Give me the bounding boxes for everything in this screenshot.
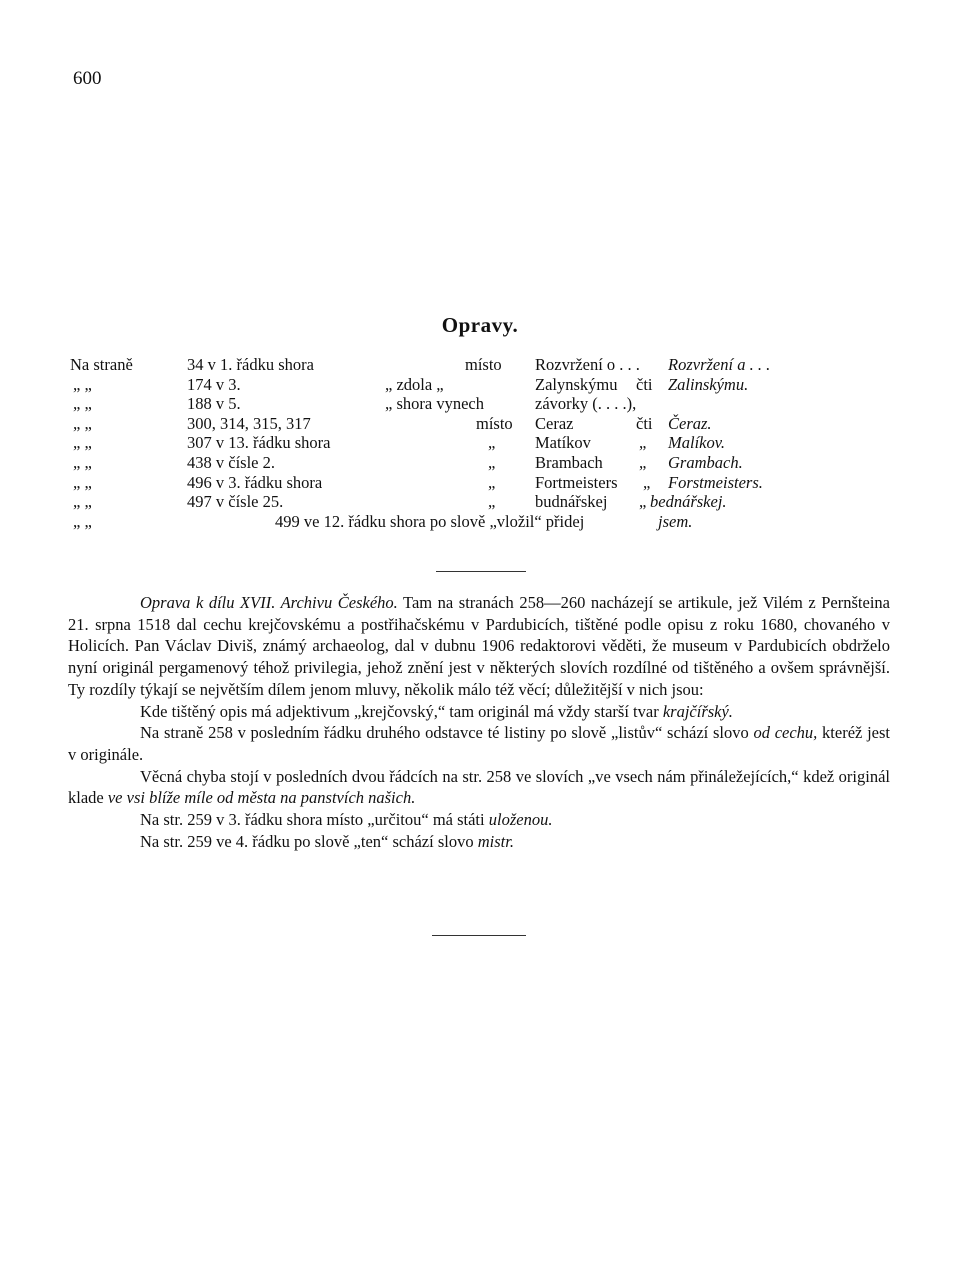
errata-operation: „ bbox=[488, 492, 496, 512]
errata-lead: „ „ bbox=[73, 472, 92, 492]
errata-lead: „ „ bbox=[73, 374, 92, 394]
paragraph-text: kteréž jest v originále. bbox=[68, 723, 890, 764]
errata-joiner: čti bbox=[636, 413, 653, 433]
errata-row bbox=[70, 512, 890, 532]
errata-joiner: „ bbox=[639, 452, 647, 472]
errata-wrong: Rozvržení o . . . bbox=[535, 355, 640, 374]
errata-joiner: „ bbox=[643, 472, 651, 492]
errata-lead: Na straně bbox=[70, 355, 133, 374]
errata-wrong: Brambach bbox=[535, 452, 603, 472]
errata-operation: „ bbox=[488, 433, 496, 453]
errata-operation: „ shora vynech bbox=[385, 394, 484, 414]
errata-joiner: „ bbox=[639, 433, 647, 453]
paragraph bbox=[68, 766, 890, 809]
errata-location: 499 ve 12. řádku shora po slově „vložil“ přidej bbox=[275, 511, 585, 531]
errata-wrong: Zalynskýmu bbox=[535, 374, 618, 394]
paragraph-text: Kde tištěný opis má adjektivum „krejčovský,“ tam originál má vždy starší tvar bbox=[140, 701, 663, 721]
errata-right: Zalinskýmu. bbox=[668, 374, 749, 394]
paragraph-text: Na str. 259 ve 4. řádku po slově „ten“ schází slovo bbox=[140, 831, 478, 851]
errata-list bbox=[70, 355, 890, 531]
emphasis-text: mistr. bbox=[477, 831, 514, 851]
paragraph bbox=[68, 701, 890, 723]
errata-joiner: čti bbox=[636, 374, 653, 394]
section-heading: Oprava k dílu XVII. Archivu Českého. bbox=[140, 593, 398, 612]
errata-right: jsem. bbox=[658, 511, 693, 531]
errata-row bbox=[70, 394, 890, 414]
paragraph-text: Na str. 259 v 3. řádku shora místo „určitou“ má státi bbox=[140, 810, 489, 830]
paragraph bbox=[68, 592, 890, 701]
errata-operation: místo bbox=[476, 413, 513, 433]
errata-location: 307 v 13. řádku shora bbox=[187, 433, 331, 453]
errata-location: 497 v čísle 25. bbox=[187, 492, 284, 512]
errata-row bbox=[70, 375, 890, 395]
correction-section bbox=[68, 592, 890, 852]
errata-row bbox=[70, 473, 890, 493]
errata-row bbox=[70, 492, 890, 512]
errata-wrong: budnářskej bbox=[535, 492, 608, 512]
errata-location: 188 v 5. bbox=[187, 394, 241, 414]
errata-row bbox=[70, 453, 890, 473]
paragraph bbox=[68, 809, 890, 831]
errata-lead: „ „ bbox=[73, 394, 92, 414]
errata-wrong: Fortmeisters bbox=[535, 472, 618, 492]
errata-right: Rozvržení a . . . bbox=[668, 355, 771, 374]
errata-lead: „ „ bbox=[73, 433, 92, 453]
errata-row bbox=[70, 355, 890, 375]
errata-wrong: závorky (. . . .), bbox=[535, 394, 637, 414]
errata-joiner: „ bbox=[639, 492, 647, 512]
errata-right: Grambach. bbox=[668, 452, 743, 472]
paragraph bbox=[68, 831, 890, 853]
paragraph-text: Na straně 258 v posledním řádku druhého odstavce té listiny po slově „listův“ schází slovo bbox=[140, 723, 754, 743]
page-number: 600 bbox=[73, 68, 102, 89]
errata-location: 34 v 1. řádku shora bbox=[187, 355, 314, 374]
errata-location: 496 v 3. řádku shora bbox=[187, 472, 323, 492]
errata-location: 438 v čísle 2. bbox=[187, 452, 275, 472]
paragraph-text: Věcná chyba stojí v posledních dvou řádcích na str. 258 ve slovích „ve vsech nám přináležejících,“ kdež originál klade bbox=[68, 766, 890, 808]
emphasis-text: krajčířský. bbox=[662, 701, 733, 721]
divider bbox=[436, 571, 526, 572]
errata-operation: „ bbox=[488, 472, 496, 492]
paragraph-text: Tam na stranách 258—260 nacházejí se artikule, jež Vilém z Pernšteina 21. srpna 1518 dal cechu krejčovskému a postřihačskému v Pardubicích, tištěné podle opisu z roku 1680, chovaného v Holicích. Pan Václav Diviš, známý archaeolog, dal v dubnu 1906 redaktorovi věděti, že museum v Pardubicích obdrželo nyní originál pergamenový téhož privilegia, jehož znění jest v některých slovích rozdílné od tištěného a ovšem správnější. Ty rozdíly týkají se největším dílem jenom mluvy, několik málo též věcí; důležitější v nich jsou: bbox=[68, 593, 890, 699]
emphasis-text: od cechu, bbox=[753, 723, 818, 743]
paragraph bbox=[68, 722, 890, 765]
errata-operation: místo bbox=[465, 355, 502, 374]
errata-right: Malíkov. bbox=[668, 433, 725, 453]
errata-lead: „ „ bbox=[73, 492, 92, 512]
errata-lead: „ „ bbox=[73, 511, 92, 531]
errata-row bbox=[70, 433, 890, 453]
errata-wrong: Matíkov bbox=[535, 433, 591, 453]
emphasis-text: ve vsi blíže míle od města na panstvích našich. bbox=[107, 788, 416, 808]
errata-lead: „ „ bbox=[73, 452, 92, 472]
errata-right: Čeraz. bbox=[668, 413, 712, 433]
errata-lead: „ „ bbox=[73, 413, 92, 433]
emphasis-text: uloženou. bbox=[488, 810, 553, 830]
errata-operation: „ bbox=[488, 452, 496, 472]
errata-location: 300, 314, 315, 317 bbox=[187, 413, 311, 433]
page-title: Opravy. bbox=[441, 313, 519, 337]
errata-operation: „ zdola „ bbox=[385, 374, 444, 394]
divider bbox=[432, 935, 526, 936]
errata-row bbox=[70, 414, 890, 434]
errata-right: bednářskej. bbox=[650, 492, 727, 512]
errata-right: Forstmeisters. bbox=[668, 472, 763, 492]
errata-location: 174 v 3. bbox=[187, 374, 241, 394]
errata-wrong: Ceraz bbox=[535, 413, 574, 433]
